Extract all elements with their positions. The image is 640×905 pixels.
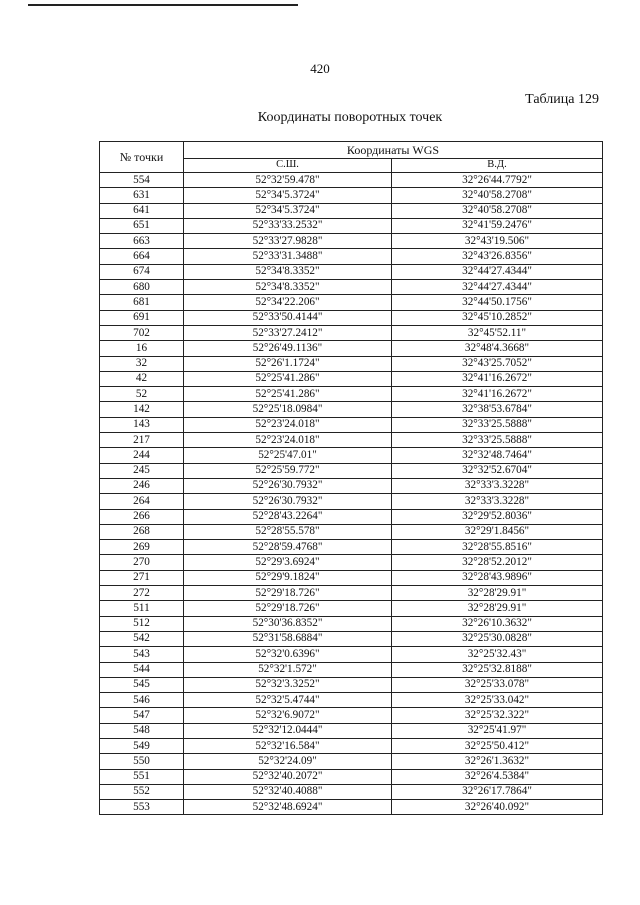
table-row	[100, 570, 603, 585]
longitude-cell: 32°33'3.3228"	[392, 494, 603, 509]
point-id-cell: 142	[100, 402, 184, 417]
point-id-cell: 272	[100, 586, 184, 601]
latitude-cell: 52°32'16.584"	[184, 738, 392, 753]
latitude-cell: 52°25'47.01"	[184, 448, 392, 463]
table-row	[100, 478, 603, 493]
point-id-cell: 32	[100, 356, 184, 371]
longitude-cell: 32°40'58.2708"	[392, 188, 603, 203]
longitude-cell: 32°43'19.506"	[392, 234, 603, 249]
point-id-cell: 264	[100, 494, 184, 509]
longitude-cell: 32°44'27.4344"	[392, 280, 603, 295]
longitude-cell: 32°45'52.11"	[392, 325, 603, 340]
latitude-cell: 52°29'18.726"	[184, 601, 392, 616]
table-row	[100, 693, 603, 708]
longitude-cell: 32°29'1.8456"	[392, 524, 603, 539]
point-id-cell: 552	[100, 784, 184, 799]
page-number: 420	[310, 61, 330, 76]
longitude-cell: 32°28'29.91"	[392, 586, 603, 601]
latitude-cell: 52°34'5.3724"	[184, 203, 392, 218]
table-row	[100, 647, 603, 662]
latitude-cell: 52°25'18.0984"	[184, 402, 392, 417]
latitude-cell: 52°33'33.2532"	[184, 218, 392, 233]
table-row	[100, 662, 603, 677]
table-row	[100, 616, 603, 631]
longitude-cell: 32°41'59.2476"	[392, 218, 603, 233]
point-id-cell: 271	[100, 570, 184, 585]
table-row	[100, 540, 603, 555]
latitude-cell: 52°25'41.286"	[184, 387, 392, 402]
table-row	[100, 631, 603, 646]
latitude-cell: 52°29'18.726"	[184, 586, 392, 601]
latitude-cell: 52°34'8.3352"	[184, 280, 392, 295]
point-id-cell: 691	[100, 310, 184, 325]
latitude-cell: 52°28'55.578"	[184, 524, 392, 539]
latitude-cell: 52°33'50.4144"	[184, 310, 392, 325]
latitude-cell: 52°34'22.206"	[184, 295, 392, 310]
latitude-cell: 52°26'1.1724"	[184, 356, 392, 371]
table-row	[100, 448, 603, 463]
longitude-cell: 32°44'27.4344"	[392, 264, 603, 279]
table-row	[100, 433, 603, 448]
table-row	[100, 509, 603, 524]
latitude-cell: 52°29'9.1824"	[184, 570, 392, 585]
column-header-latitude: С.Ш.	[184, 159, 392, 173]
latitude-cell: 52°32'5.4744"	[184, 693, 392, 708]
table-row	[100, 173, 603, 188]
latitude-cell: 52°32'3.3252"	[184, 677, 392, 692]
longitude-cell: 32°32'48.7464"	[392, 448, 603, 463]
point-id-cell: 664	[100, 249, 184, 264]
table-row	[100, 249, 603, 264]
point-id-cell: 551	[100, 769, 184, 784]
longitude-cell: 32°28'52.2012"	[392, 555, 603, 570]
table-row	[100, 738, 603, 753]
longitude-cell: 32°25'32.8188"	[392, 662, 603, 677]
point-id-cell: 544	[100, 662, 184, 677]
longitude-cell: 32°48'4.3668"	[392, 341, 603, 356]
latitude-cell: 52°32'6.9072"	[184, 708, 392, 723]
table-row	[100, 586, 603, 601]
point-id-cell: 681	[100, 295, 184, 310]
column-header-wgs: Координаты WGS	[184, 142, 603, 159]
table-row	[100, 494, 603, 509]
table-row	[100, 402, 603, 417]
table-row	[100, 723, 603, 738]
latitude-cell: 52°32'12.0444"	[184, 723, 392, 738]
table-row	[100, 203, 603, 218]
latitude-cell: 52°32'40.4088"	[184, 784, 392, 799]
longitude-cell: 32°41'16.2672"	[392, 371, 603, 386]
point-id-cell: 270	[100, 555, 184, 570]
point-id-cell: 680	[100, 280, 184, 295]
longitude-cell: 32°28'55.8516"	[392, 540, 603, 555]
latitude-cell: 52°28'43.2264"	[184, 509, 392, 524]
point-id-cell: 631	[100, 188, 184, 203]
point-id-cell: 143	[100, 417, 184, 432]
longitude-cell: 32°44'50.1756"	[392, 295, 603, 310]
longitude-cell: 32°26'44.7792"	[392, 173, 603, 188]
point-id-cell: 651	[100, 218, 184, 233]
point-id-cell: 641	[100, 203, 184, 218]
point-id-cell: 542	[100, 631, 184, 646]
table-row	[100, 218, 603, 233]
point-id-cell: 553	[100, 800, 184, 815]
longitude-cell: 32°25'32.43"	[392, 647, 603, 662]
longitude-cell: 32°26'10.3632"	[392, 616, 603, 631]
point-id-cell: 16	[100, 341, 184, 356]
top-rule	[28, 4, 298, 6]
longitude-cell: 32°43'26.8356"	[392, 249, 603, 264]
coordinates-table	[99, 141, 603, 815]
latitude-cell: 52°32'24.09"	[184, 754, 392, 769]
point-id-cell: 217	[100, 433, 184, 448]
column-header-longitude: В.Д.	[392, 159, 603, 173]
latitude-cell: 52°31'58.6884"	[184, 631, 392, 646]
longitude-cell: 32°43'25.7052"	[392, 356, 603, 371]
table-row	[100, 708, 603, 723]
longitude-cell: 32°26'40.092"	[392, 800, 603, 815]
table-row	[100, 341, 603, 356]
latitude-cell: 52°32'1.572"	[184, 662, 392, 677]
latitude-cell: 52°33'27.2412"	[184, 325, 392, 340]
longitude-cell: 32°26'17.7864"	[392, 784, 603, 799]
point-id-cell: 663	[100, 234, 184, 249]
point-id-cell: 268	[100, 524, 184, 539]
table-row	[100, 677, 603, 692]
point-id-cell: 512	[100, 616, 184, 631]
point-id-cell: 269	[100, 540, 184, 555]
table-row	[100, 234, 603, 249]
table-row	[100, 555, 603, 570]
point-id-cell: 550	[100, 754, 184, 769]
longitude-cell: 32°28'43.9896"	[392, 570, 603, 585]
longitude-cell: 32°25'30.0828"	[392, 631, 603, 646]
table-row	[100, 387, 603, 402]
table-row	[100, 371, 603, 386]
table-row	[100, 264, 603, 279]
point-id-cell: 246	[100, 478, 184, 493]
point-id-cell: 702	[100, 325, 184, 340]
longitude-cell: 32°33'25.5888"	[392, 433, 603, 448]
table-row	[100, 310, 603, 325]
point-id-cell: 674	[100, 264, 184, 279]
table-row	[100, 524, 603, 539]
table-row	[100, 800, 603, 815]
longitude-cell: 32°26'1.3632"	[392, 754, 603, 769]
point-id-cell: 545	[100, 677, 184, 692]
longitude-cell: 32°25'50.412"	[392, 738, 603, 753]
table-body	[100, 173, 603, 815]
longitude-cell: 32°25'33.042"	[392, 693, 603, 708]
table-row	[100, 188, 603, 203]
latitude-cell: 52°34'5.3724"	[184, 188, 392, 203]
latitude-cell: 52°32'40.2072"	[184, 769, 392, 784]
table-row	[100, 769, 603, 784]
longitude-cell: 32°25'32.322"	[392, 708, 603, 723]
point-id-cell: 547	[100, 708, 184, 723]
latitude-cell: 52°23'24.018"	[184, 433, 392, 448]
point-id-cell: 245	[100, 463, 184, 478]
latitude-cell: 52°26'30.7932"	[184, 494, 392, 509]
longitude-cell: 32°38'53.6784"	[392, 402, 603, 417]
latitude-cell: 52°30'36.8352"	[184, 616, 392, 631]
table-row	[100, 325, 603, 340]
latitude-cell: 52°25'59.772"	[184, 463, 392, 478]
point-id-cell: 554	[100, 173, 184, 188]
point-id-cell: 266	[100, 509, 184, 524]
latitude-cell: 52°23'24.018"	[184, 417, 392, 432]
table-row	[100, 754, 603, 769]
point-id-cell: 52	[100, 387, 184, 402]
latitude-cell: 52°33'27.9828"	[184, 234, 392, 249]
point-id-cell: 548	[100, 723, 184, 738]
table-row	[100, 463, 603, 478]
table-row	[100, 417, 603, 432]
longitude-cell: 32°26'4.5384"	[392, 769, 603, 784]
table-row	[100, 280, 603, 295]
table-row	[100, 295, 603, 310]
longitude-cell: 32°25'41.97"	[392, 723, 603, 738]
longitude-cell: 32°28'29.91"	[392, 601, 603, 616]
table-row	[100, 784, 603, 799]
latitude-cell: 52°26'30.7932"	[184, 478, 392, 493]
latitude-cell: 52°32'0.6396"	[184, 647, 392, 662]
latitude-cell: 52°32'59.478"	[184, 173, 392, 188]
point-id-cell: 549	[100, 738, 184, 753]
longitude-cell: 32°40'58.2708"	[392, 203, 603, 218]
point-id-cell: 511	[100, 601, 184, 616]
point-id-cell: 546	[100, 693, 184, 708]
point-id-cell: 42	[100, 371, 184, 386]
point-id-cell: 543	[100, 647, 184, 662]
column-header-point: № точки	[100, 142, 184, 173]
longitude-cell: 32°25'33.078"	[392, 677, 603, 692]
latitude-cell: 52°29'3.6924"	[184, 555, 392, 570]
longitude-cell: 32°29'52.8036"	[392, 509, 603, 524]
table-row	[100, 356, 603, 371]
longitude-cell: 32°41'16.2672"	[392, 387, 603, 402]
point-id-cell: 244	[100, 448, 184, 463]
table-label: Таблица 129	[525, 92, 599, 107]
longitude-cell: 32°45'10.2852"	[392, 310, 603, 325]
latitude-cell: 52°34'8.3352"	[184, 264, 392, 279]
latitude-cell: 52°25'41.286"	[184, 371, 392, 386]
longitude-cell: 32°33'25.5888"	[392, 417, 603, 432]
longitude-cell: 32°32'52.6704"	[392, 463, 603, 478]
longitude-cell: 32°33'3.3228"	[392, 478, 603, 493]
latitude-cell: 52°33'31.3488"	[184, 249, 392, 264]
latitude-cell: 52°28'59.4768"	[184, 540, 392, 555]
latitude-cell: 52°32'48.6924"	[184, 800, 392, 815]
page-title: Координаты поворотных точек	[257, 110, 443, 125]
latitude-cell: 52°26'49.1136"	[184, 341, 392, 356]
table-row	[100, 601, 603, 616]
